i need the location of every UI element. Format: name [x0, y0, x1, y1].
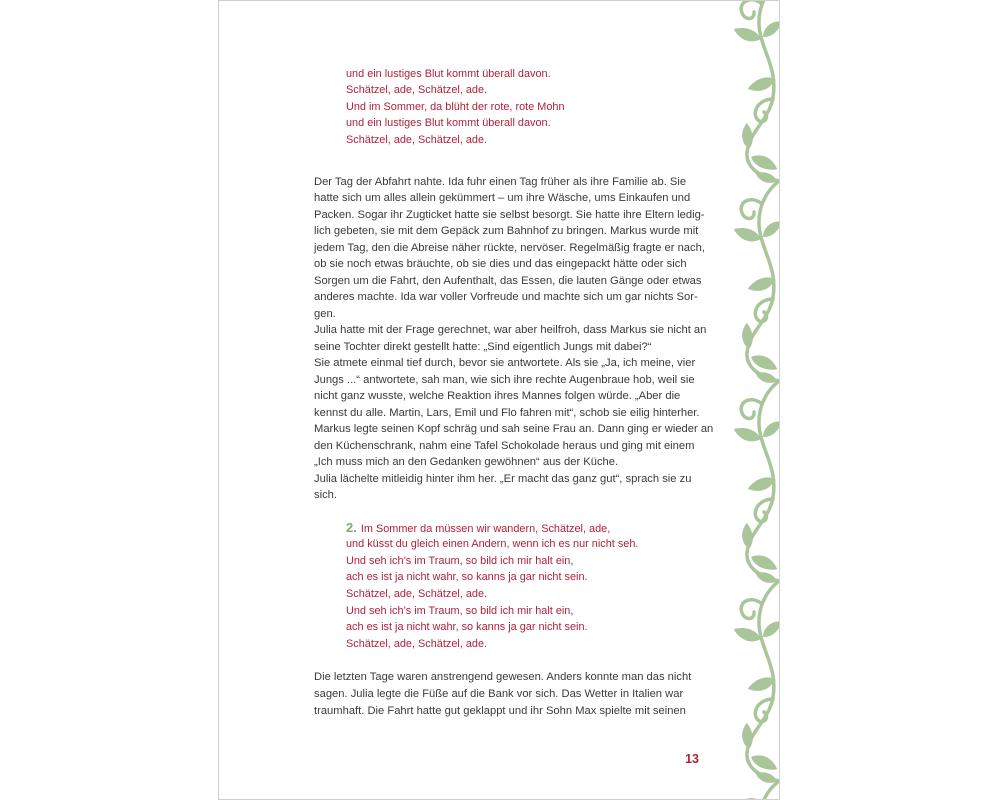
prose-line: Julia hatte mit der Frage gerechnet, war aber heilfroh, dass Markus sie nicht an: [314, 324, 707, 337]
page-number: 13: [685, 752, 699, 766]
verse-line: ach es ist ja nicht wahr, so kanns ja gar nicht sein.: [346, 621, 588, 634]
verse-line: und ein lustiges Blut kommt überall davon.: [346, 67, 551, 80]
prose-line: nicht ganz wusste, welche Reaktion ihres Mannes folgen würde. „Aber die: [314, 390, 681, 403]
prose-line: Jungs ...“ antwortete, sah man, wie sich ihre rechte Augenbraue hob, weil sie: [314, 373, 695, 386]
prose-line: den Küchenschrank, nahm eine Tafel Schokolade heraus und ging mit einem: [314, 439, 695, 452]
prose-block-2: [314, 669, 691, 720]
prose-line: Der Tag der Abfahrt nahte. Ida fuhr einen Tag früher als ihre Familie ab. Sie: [314, 175, 687, 188]
prose-line: ob sie noch etwas bräuchte, ob sie dies und das eingepackt hätte oder sich: [314, 258, 687, 271]
song-verse-2: [346, 520, 638, 653]
verse-line: Und seh ich’s im Traum, so bild ich mir halt ein,: [346, 554, 574, 567]
prose-line: anderes machte. Ida war voller Vorfreude und machte sich um gar nichts Sor-: [314, 291, 698, 304]
verse-line-text: Im Sommer da müssen wir wandern, Schätzel, ade,: [360, 522, 611, 535]
prose-line: traumhaft. Die Fahrt hatte gut geklappt und ihr Sohn Max spielte mit seinen: [314, 704, 686, 717]
verse-line: Schätzel, ade, Schätzel, ade.: [346, 133, 488, 146]
prose-line: Die letzten Tage waren anstrengend gewesen. Anders konnte man das nicht: [314, 670, 692, 683]
prose-block-1: [314, 174, 713, 504]
prose-line: sagen. Julia legte die Füße auf die Bank vor sich. Das Wetter in Italien war: [314, 687, 684, 700]
prose-line: hatte sich um alles allein gekümmert – um ihre Wäsche, ums Einkaufen und: [314, 192, 691, 205]
verse-line: Und im Sommer, da blüht der rote, rote Mohn: [346, 100, 565, 113]
prose-line: „Ich muss mich an den Gedanken gewöhnen“ aus der Küche.: [314, 456, 619, 469]
verse-line: Schätzel, ade, Schätzel, ade.: [346, 637, 488, 650]
prose-line: sich.: [314, 489, 338, 502]
floral-ornament: [733, 1, 779, 799]
ornament-motif: [733, 381, 779, 586]
prose-line: gen.: [314, 307, 336, 320]
prose-line: Sie atmete einmal tief durch, bevor sie antwortete. Als sie „Ja, ich meine, vier: [314, 357, 696, 370]
verse-line: ach es ist ja nicht wahr, so kanns ja gar nicht sein.: [346, 571, 588, 584]
song-verse-1: [346, 66, 565, 149]
prose-line: Packen. Sogar ihr Zugticket hatte sie selbst besorgt. Sie hatte ihre Eltern ledig-: [314, 208, 705, 221]
prose-line: jedem Tag, den die Abreise näher rückte, nervöser. Regelmäßig fragte er nach,: [314, 241, 705, 254]
book-page: [218, 0, 780, 800]
prose-line: Julia lächelte mitleidig hinter ihm her. „Er macht das ganz gut“, sprach sie zu: [314, 472, 692, 485]
verse-number: 2.: [346, 519, 357, 535]
verse-line: [346, 520, 638, 537]
ornament-motif: [733, 581, 779, 786]
verse-line: Schätzel, ade, Schätzel, ade.: [346, 587, 488, 600]
verse-line: Und seh ich’s im Traum, so bild ich mir halt ein,: [346, 604, 574, 617]
verse-line: und küsst du gleich einen Andern, wenn ich es nur nicht seh.: [346, 538, 639, 551]
prose-line: kennst du alle. Martin, Lars, Emil und Flo fahren mit“, schob sie eilig hinterher.: [314, 406, 700, 419]
prose-line: lich gebeten, sie mit dem Gepäck zum Bahnhof zu bringen. Markus wurde mit: [314, 225, 699, 238]
prose-line: seine Tochter direkt gestellt hatte: „Sind eigentlich Jungs mit dabei?“: [314, 340, 652, 353]
verse-line: und ein lustiges Blut kommt überall davon.: [346, 117, 551, 130]
ornament-motif: [733, 1, 779, 186]
ornament-motif: [733, 181, 779, 386]
prose-line: Markus legte seinen Kopf schräg und sah seine Frau an. Dann ging er wieder an: [314, 423, 714, 436]
prose-line: Sorgen um die Fahrt, den Aufenthalt, das Essen, die lauten Gänge oder etwas: [314, 274, 702, 287]
verse-line: Schätzel, ade, Schätzel, ade.: [346, 84, 488, 97]
ornament-motif: [733, 781, 779, 799]
